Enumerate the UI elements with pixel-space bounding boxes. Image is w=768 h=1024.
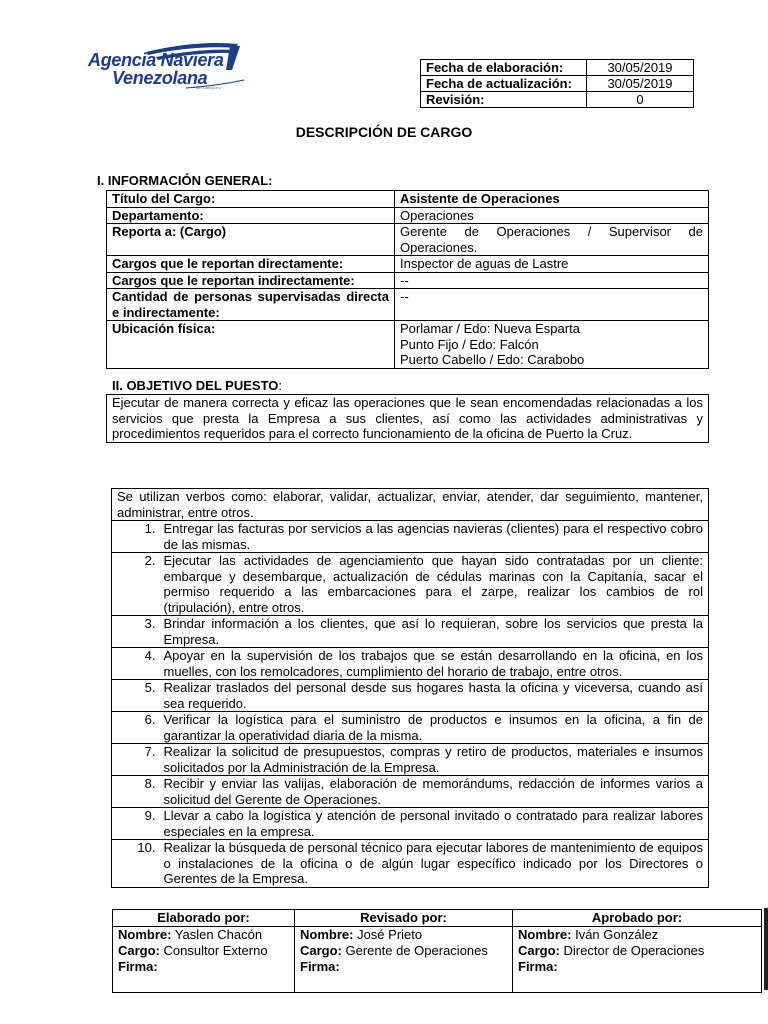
table-row [107,321,709,369]
list-item [112,521,709,553]
section-heading-general-info: I. INFORMACIÓN GENERAL: [97,173,273,188]
signature-cell-reviewed [295,927,513,993]
info-value: 30/05/2019 [587,76,694,92]
field-label: Reporta a: (Cargo) [107,224,395,256]
field-value: -- [395,272,709,289]
item-number: 5. [112,680,156,712]
name-label: Nombre: [118,927,172,942]
table-row [107,289,709,321]
field-value: Inspector de aguas de Lastre [395,256,709,273]
item-text: Realizar la búsqueda de personal técnico para ejecutar labores de mantenimiento de equipos o instalaciones de la oficina o de algún lugar específico indicado por los Directores o Gerentes de la Empresa. [156,840,709,888]
item-number: 7. [112,744,156,776]
item-text: Recibir y enviar las valijas, elaboración de memorándums, redacción de informes varios a solicitud del Gerente de Operaciones. [156,776,709,808]
list-item [112,616,709,648]
preparer-name: Yaslen Chacón [174,927,263,942]
info-value: 0 [587,92,694,108]
signatures-header-row [113,910,762,927]
signature-label: Firma: [118,959,158,974]
field-value: Operaciones [395,207,709,224]
signature-label: Firma: [518,959,558,974]
field-label: Cargos que le reportan directamente: [107,256,395,273]
info-label: Fecha de elaboración: [421,60,587,76]
role-label: Cargo: [300,943,342,958]
item-number: 4. [112,648,156,680]
approver-name: Iván González [575,927,659,942]
info-value: 30/05/2019 [587,60,694,76]
logo-subtext: RIF: J-29849447-6 [196,86,222,90]
list-item [112,680,709,712]
page-edge-shadow [764,908,768,990]
table-row [107,191,709,208]
logo-text-line2: Venezolana [112,68,208,88]
table-row [107,272,709,289]
objective-heading-colon: : [278,378,283,393]
header-prepared-by: Elaborado por: [113,910,295,927]
location-line: Punto Fijo / Edo: Falcón [400,336,539,352]
item-number: 6. [112,712,156,744]
section-heading-objective [112,378,282,393]
info-row-elaboration [421,60,694,76]
field-value: Asistente de Operaciones [395,191,709,208]
functions-table [111,488,709,888]
list-item [112,553,709,616]
preparer-role: Consultor Externo [163,943,268,958]
company-logo [86,40,246,92]
role-label: Cargo: [518,943,560,958]
info-row-revision [421,92,694,108]
field-label: Ubicación física: [107,321,395,369]
table-row [107,224,709,256]
item-number: 1. [112,521,156,553]
signature-cell-prepared [113,927,295,993]
document-title: DESCRIPCIÓN DE CARGO [295,124,473,140]
list-item [112,776,709,808]
item-text: Realizar la solicitud de presupuestos, compras y retiro de productos, materiales e insumos solicitados por la Administración de la Empresa. [156,744,709,776]
approver-role: Director de Operaciones [563,943,705,958]
item-text: Realizar traslados del personal desde sus hogares hasta la oficina y viceversa, cuando así sea requerido. [156,680,709,712]
functions-intro-row [112,489,709,521]
info-label: Fecha de actualización: [421,76,587,92]
list-item [112,744,709,776]
item-text: Entregar las facturas por servicios a las agencias navieras (clientes) para el respectivo cobro de las mismas. [156,521,709,553]
header-approved-by: Aprobado por: [513,910,762,927]
role-label: Cargo: [118,943,160,958]
name-label: Nombre: [300,927,354,942]
item-text: Brindar información a los clientes, que así lo requieran, sobre los servicios que presta la Empresa. [156,616,709,648]
field-label: Cargos que le reportan indirectamente: [107,272,395,289]
general-info-table [106,190,709,369]
item-number: 10. [112,840,156,888]
item-text: Apoyar en la supervisión de los trabajos que se están desarrollando en la oficina, en los muelles, con los remolcadores, cumplimiento del horario de trabajo, entre otros. [156,648,709,680]
functions-intro: Se utilizan verbos como: elaborar, validar, actualizar, enviar, atender, dar seguimiento, mantener, administrar, entre otros. [112,489,709,521]
logo-text-line1: Agencia Naviera [88,50,224,70]
name-label: Nombre: [518,927,572,942]
table-row [107,256,709,273]
item-text: Verificar la logística para el suministro de productos e insumos en la oficina, a fin de garantizar la operatividad diaria de la misma. [156,712,709,744]
field-value-locations [395,321,709,369]
item-text: Ejecutar las actividades de agenciamiento que hayan sido contratadas por un cliente: embarque y desembarque, actualización de cédulas marinas con la Capitanía, sacar el permiso requerido a las embarcaciones para el zarpe, realizar los cambios de rol (tripulación), entre otros. [156,553,709,616]
location-line: Puerto Cabello / Edo: Carabobo [400,352,585,367]
objective-heading-text: II. OBJETIVO DEL PUESTO [112,378,279,393]
signatures-body-row [113,927,762,993]
list-item [112,712,709,744]
objective-text-box: Ejecutar de manera correcta y eficaz las operaciones que le sean encomendadas relacionadas a los servicios que presta la Empresa a sus clientes, así como las actividades administrativas y procedimientos requeridos para el correcto funcionamiento de la oficina de Puerto la Cruz. [106,394,709,443]
field-label: Cantidad de personas supervisadas directa e indirectamente: [107,289,395,321]
info-row-update [421,76,694,92]
document-info-table [420,59,694,108]
item-number: 3. [112,616,156,648]
field-value: Gerente de Operaciones / Supervisor de Operaciones. [395,224,709,256]
list-item [112,808,709,840]
signature-cell-approved [513,927,762,993]
reviewer-name: José Prieto [357,927,423,942]
info-label: Revisión: [421,92,587,108]
table-row [107,207,709,224]
signature-label: Firma: [300,959,340,974]
field-label: Departamento: [107,207,395,224]
list-item [112,840,709,888]
header-reviewed-by: Revisado por: [295,910,513,927]
field-value: -- [395,289,709,321]
reviewer-role: Gerente de Operaciones [345,943,488,958]
field-label: Título del Cargo: [107,191,395,208]
item-number: 9. [112,808,156,840]
location-line: Porlamar / Edo: Nueva Esparta [400,321,580,336]
item-text: Llevar a cabo la logística y atención de personal invitado o contratado para realizar labores especiales en la empresa. [156,808,709,840]
item-number: 2. [112,553,156,616]
item-number: 8. [112,776,156,808]
signatures-table [112,909,762,993]
list-item [112,648,709,680]
